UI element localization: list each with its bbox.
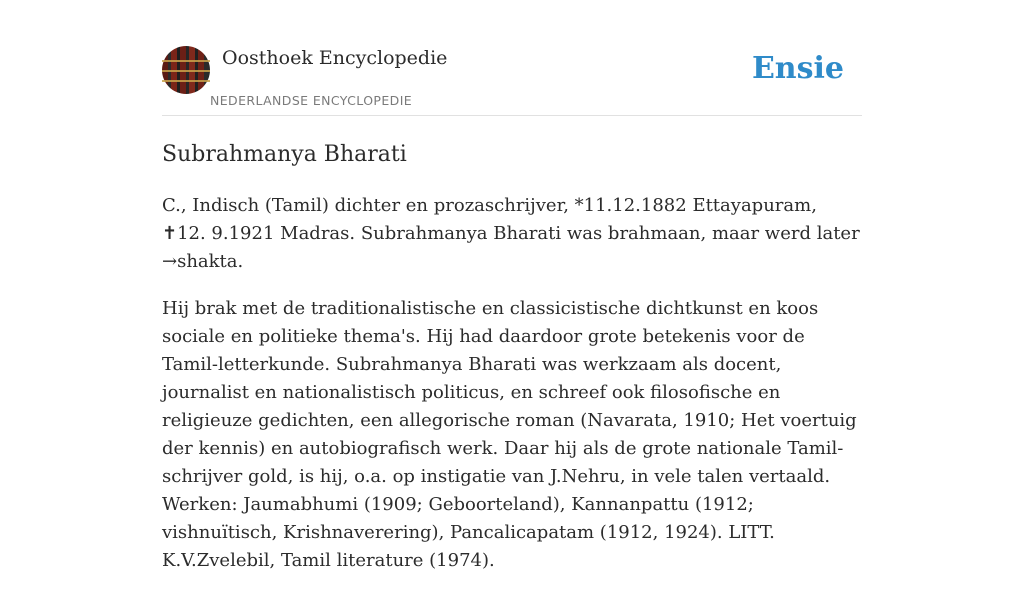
encyclopedia-logo-avatar[interactable] [162, 46, 210, 94]
article-body [162, 192, 862, 594]
article-paragraph: C., Indisch (Tamil) dichter en prozaschrijver, *11.12.1882 Ettayapuram, ✝12. 9.1921 Madras. Subrahmanya Bharati was brahmaan, maar werd later →shakta. [162, 195, 860, 272]
site-header [162, 46, 862, 116]
ensie-brand-logo[interactable]: Ensie [751, 51, 844, 86]
article-paragraph: Hij brak met de traditionalistische en classicistische dichtkunst en koos sociale en politieke thema's. Hij had daardoor grote betekenis voor de Tamil-letterkunde. Subrahmanya Bharati was werkzaam als docent, journalist en nationalistisch politicus, en schreef ook filosofische en religieuze gedichten, een allegorische roman (Navarata, 1910; Het voertuig der kennis) en autobiografisch werk. Daar hij als de grote nationale Tamil-schrijver gold, is hij, o.a. op instigatie van J.Nehru, in vele talen vertaald. Werken: Jaumabhumi (1909; Geboorteland), Kannanpattu (1912; vishnuïtisch, Krishnaverering), Pancalicapatam (1912, 1924). LITT. K.V.Zvelebil, Tamil literature (1974). [162, 298, 857, 571]
book-spine-band [162, 60, 210, 62]
site-subtitle: NEDERLANDSE ENCYCLOPEDIE [210, 93, 413, 108]
site-name-link[interactable]: Oosthoek Encyclopedie [222, 47, 448, 69]
book-spine-band [162, 80, 210, 82]
article-title: Subrahmanya Bharati [162, 142, 407, 167]
book-spine-band [162, 70, 210, 72]
